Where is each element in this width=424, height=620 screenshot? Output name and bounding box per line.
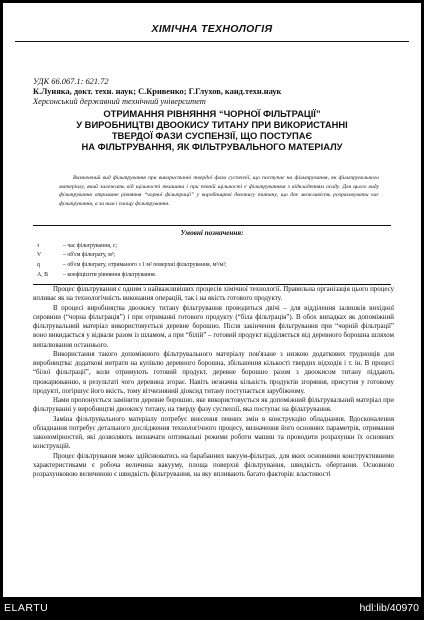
article-title — [13, 108, 411, 152]
nomenclature-symbol: V — [37, 252, 42, 258]
nomenclature-row — [37, 251, 115, 259]
title-line: У ВИРОБНИЦТВІ ДВООКИСУ ТИТАНУ ПРИ ВИКОРИСТАННІ — [76, 119, 348, 130]
repository-footer — [0, 597, 424, 620]
affiliation: Херсонський державний технічний університет — [33, 97, 206, 106]
title-line: НА ФІЛЬТРУВАННЯ, ЯК ФІЛЬТРУВАЛЬНОГО МАТЕРІАЛУ — [81, 141, 343, 152]
body-paragraph: Процес фільтрування може здійснюватись на барабанних вакуум-фільтрах, для яких основними конструктивними характеристиками є робоча величина вакууму, площа поверхні фільтрування, швидкість обертання. Основною розрахунковою величиною є швидкість фільтрування, на яку впливають багато факторів: властивості — [33, 452, 394, 478]
body-paragraph: Заміна фільтрувального матеріалу потребує внесення певних змін в конструкцію обладнання. Вдосконалення обладнання потребує детального дослідження технологічного процесу, визначення його основних параметрів, отримання закономірностей, які дозволяють визначати оптимальні режими роботи машин та проводити розрахунки їх основних конструкцій. — [33, 415, 394, 451]
document-page — [3, 3, 421, 597]
header-divider — [15, 41, 409, 42]
article-body — [33, 285, 394, 479]
abstract: Визначений вид фільтрування при використанні твердої фази суспензії, що поступає на фільтрування, як фільтрувального матеріалу, який залежить від щільності ткашина і при певній щільності є фільтруванням з відкладенням осаду. Для цього виду фільтрування отримане рівняння “чорної фільтрації” у виробництві двоокису титану, що дає можливість розраховувати час фільтрування, а за ним і площу фільтрування. — [59, 175, 379, 207]
nomenclature-row — [37, 261, 227, 269]
nomenclature-row — [37, 242, 117, 250]
body-paragraph: В процесі виробництва двоокису титану фільтрування проводиться двічі – для відділення залишків вихідної сировини (“чорна фільтрація”) і при отриманні готового продукту (“біла фільтрація”). В обох випадках як допоміжний фільтрувальний матеріал використовується деревне борошно. Після закінчення фільтрування при “чорній фільтрації” воно викидається у відвали разом із шламом, а при “білій” – готовий продукт відділяється від деревного борошна шляхом випалювання останнього. — [33, 304, 394, 349]
nomenclature-description: – об'єм фільтрату, м³; — [63, 252, 116, 258]
journal-header: ХІМІЧНА ТЕХНОЛОГІЯ — [151, 23, 273, 35]
handle-id: hdl:lib/40970 — [359, 602, 419, 614]
nomenclature-description: – об'єм фільтрату, отриманого з 1 м² поверхні фільтрування, м³/м²; — [63, 262, 227, 268]
nomenclature-symbol: A, B — [37, 272, 48, 278]
nomenclature-symbol: q — [37, 262, 40, 268]
repository-name: ELARTU — [4, 602, 49, 614]
title-line: ТВЕРДОЇ ФАЗИ СУСПЕНЗІЇ, ЩО ПОСТУПАЄ — [111, 130, 313, 141]
authors: К.Луняка, докт. техн. наук; С.Кривенко; Г.Глухов, канд.техн.наук — [33, 87, 282, 96]
title-line: ОТРИМАННЯ РІВНЯННЯ “ЧОРНОЇ ФІЛЬТРАЦІЇ” — [103, 108, 321, 119]
nomenclature-symbol: τ — [37, 243, 40, 249]
nomenclature-description: – час фільтрування, с; — [63, 243, 118, 249]
nomenclature-row — [37, 271, 156, 279]
nomenclature-heading: Умовні позначення: — [180, 229, 244, 237]
body-paragraph: Процес фільтрування є одним з найважливіших процесів хімічної технології. Правильна організація цього процесу впливає як на технологічність виконання операцій, так і на якість готового продукту. — [33, 286, 394, 303]
body-paragraph: Використання такого допоміжного фільтрувального матеріалу пов'язане з низкою додаткових труднощів для виробництва: додаткові витрати на купівлю деревного борошна, збільшення кількості твердих відходів і т. ін. В процесі “білої фільтрації”, коли отримують готовий продукт, деревне борошно разом з двоокисом титану піддають прожарюванню, в результаті чого деревина згорає. Навіть незначна кількість продуктів згоряння, присутня у готовому продукті, погіршує його якість, тому вітчизняний діоксид титану поступається зарубіжному. — [33, 350, 394, 395]
nomenclature-box — [33, 225, 391, 285]
body-paragraph: Нами пропонується замінити деревне борошно, яке використовується як допоміжний фільтрувальний матеріал при фільтруванні у виробництві двоокису титану, на тверду фазу суспензії, яка поступає на фільтрування. — [33, 397, 394, 414]
nomenclature-description: – коефіцієнти рівняння фільтрування. — [63, 272, 157, 278]
udc-code: УДК 66.067.1: 621.72 — [33, 77, 109, 86]
article-meta — [33, 77, 411, 107]
